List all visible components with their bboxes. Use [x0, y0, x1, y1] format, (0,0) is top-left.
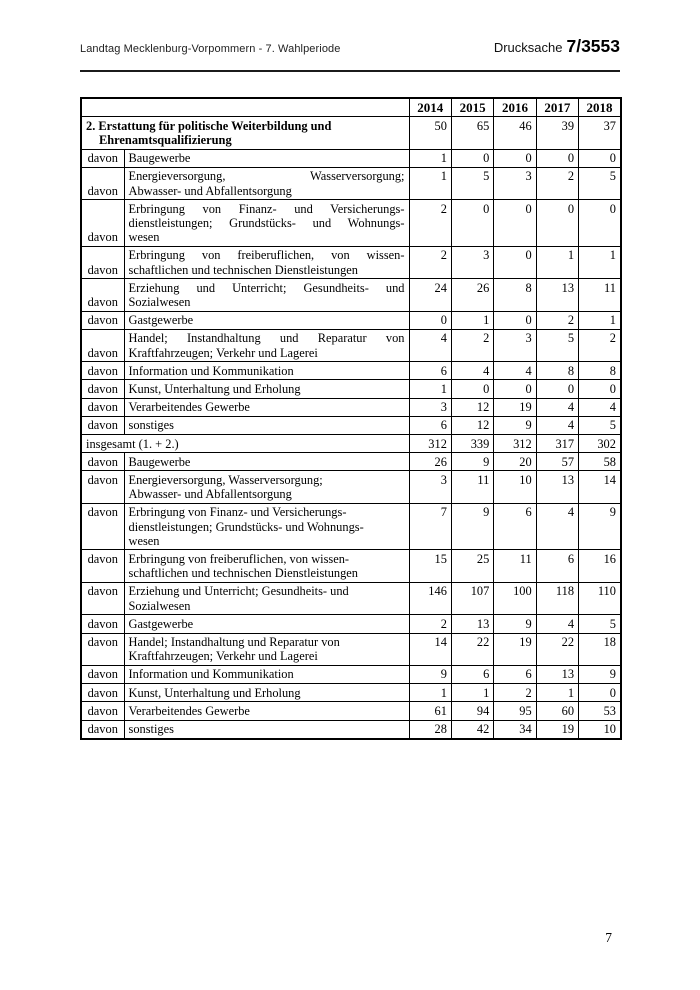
value-cell: 53 — [579, 702, 621, 720]
value-cell: 1 — [579, 311, 621, 329]
category-cell — [81, 117, 409, 149]
category-line: Baugewerbe — [128, 151, 191, 166]
value-cell: 8 — [536, 362, 578, 380]
value-cell: 4 — [536, 416, 578, 434]
year-column-header: 2015 — [451, 98, 493, 117]
value-cell: 5 — [579, 615, 621, 633]
value-cell: 0 — [451, 380, 493, 398]
category-line: insgesamt (1. + 2.) — [86, 436, 179, 451]
value-cell: 1 — [409, 149, 451, 167]
table-header-row — [81, 98, 621, 117]
category-cell — [81, 435, 409, 453]
davon-label-cell: davon — [81, 453, 124, 471]
value-cell: 24 — [409, 279, 451, 311]
value-cell: 2 — [409, 246, 451, 278]
value-cell: 8 — [579, 362, 621, 380]
davon-label-cell: davon — [81, 246, 124, 278]
value-cell: 312 — [494, 435, 536, 453]
value-cell: 25 — [451, 550, 493, 582]
value-cell: 1 — [409, 380, 451, 398]
category-cell — [124, 329, 409, 361]
category-line: Gastgewerbe — [128, 313, 194, 328]
category-cell — [124, 702, 409, 720]
value-cell: 1 — [451, 684, 493, 702]
value-cell: 58 — [579, 453, 621, 471]
davon-label-cell: davon — [81, 149, 124, 167]
category-line: dienstleistungen; Grundstücks- und Wohnungs- — [128, 519, 364, 534]
davon-label-cell: davon — [81, 398, 124, 416]
value-cell: 5 — [579, 416, 621, 434]
value-cell: 28 — [409, 720, 451, 739]
davon-label-cell: davon — [81, 471, 124, 503]
value-cell: 4 — [536, 503, 578, 550]
category-cell — [124, 246, 409, 278]
davon-label-cell: davon — [81, 550, 124, 582]
value-cell: 6 — [409, 362, 451, 380]
value-cell: 312 — [409, 435, 451, 453]
category-line: Abwasser- und Abfallentsorgung — [128, 183, 292, 198]
category-line: Kraftfahrzeugen; Verkehr und Lagerei — [128, 345, 318, 360]
value-cell: 6 — [494, 665, 536, 683]
category-line: Ehrenamtsqualifizierung — [99, 132, 232, 147]
davon-label-cell: davon — [81, 582, 124, 614]
value-cell: 8 — [494, 279, 536, 311]
value-cell: 3 — [409, 471, 451, 503]
value-cell: 95 — [494, 702, 536, 720]
category-line: Baugewerbe — [128, 454, 191, 469]
value-cell: 0 — [494, 380, 536, 398]
table-head — [81, 98, 621, 117]
table-row-davon — [81, 416, 621, 434]
value-cell: 9 — [579, 665, 621, 683]
category-cell — [124, 167, 409, 199]
value-cell: 146 — [409, 582, 451, 614]
value-cell: 3 — [494, 167, 536, 199]
category-cell — [124, 633, 409, 665]
category-line: 2. Erstattung für politische Weiterbildung und — [86, 118, 332, 133]
category-cell — [124, 615, 409, 633]
table-row-davon — [81, 665, 621, 683]
category-line: Energieversorgung, Wasserversorgung; — [128, 472, 323, 487]
davon-label-cell: davon — [81, 665, 124, 683]
value-cell: 9 — [451, 503, 493, 550]
value-cell: 9 — [409, 665, 451, 683]
table-row-davon — [81, 702, 621, 720]
value-cell: 3 — [451, 246, 493, 278]
table-row-davon — [81, 149, 621, 167]
value-cell: 5 — [451, 167, 493, 199]
value-cell: 94 — [451, 702, 493, 720]
table-row-davon — [81, 720, 621, 739]
davon-label-cell: davon — [81, 615, 124, 633]
category-line: Handel; Instandhaltung und Reparatur von — [128, 331, 405, 346]
value-cell: 0 — [579, 149, 621, 167]
value-cell: 6 — [536, 550, 578, 582]
value-cell: 2 — [579, 329, 621, 361]
table-row-davon — [81, 471, 621, 503]
category-line: schaftlichen und technischen Dienstleistungen — [128, 566, 359, 581]
value-cell: 39 — [536, 117, 578, 149]
value-cell: 0 — [494, 149, 536, 167]
value-cell: 2 — [409, 615, 451, 633]
value-cell: 6 — [494, 503, 536, 550]
year-column-header: 2014 — [409, 98, 451, 117]
category-line: dienstleistungen; Grundstücks- und Wohnungs- — [128, 215, 405, 230]
value-cell: 4 — [451, 362, 493, 380]
value-cell: 18 — [579, 633, 621, 665]
table-row-davon — [81, 329, 621, 361]
value-cell: 11 — [494, 550, 536, 582]
value-cell: 10 — [494, 471, 536, 503]
category-line: Handel; Instandhaltung und Reparatur von — [128, 635, 340, 649]
table-row-davon — [81, 582, 621, 614]
year-column-header: 2016 — [494, 98, 536, 117]
value-cell: 46 — [494, 117, 536, 149]
value-cell: 15 — [409, 550, 451, 582]
document-header — [80, 36, 620, 72]
category-cell — [124, 416, 409, 434]
category-cell — [124, 453, 409, 471]
value-cell: 22 — [536, 633, 578, 665]
value-cell: 26 — [451, 279, 493, 311]
category-cell — [124, 582, 409, 614]
category-line: Kraftfahrzeugen; Verkehr und Lagerei — [128, 649, 318, 664]
value-cell: 1 — [536, 246, 578, 278]
table-row-davon — [81, 311, 621, 329]
value-cell: 60 — [536, 702, 578, 720]
category-cell — [124, 362, 409, 380]
value-cell: 19 — [494, 398, 536, 416]
category-cell — [124, 471, 409, 503]
year-column-header: 2017 — [536, 98, 578, 117]
value-cell: 37 — [579, 117, 621, 149]
davon-label-cell: davon — [81, 416, 124, 434]
table-row-davon — [81, 684, 621, 702]
value-cell: 9 — [579, 503, 621, 550]
table-row-summary — [81, 435, 621, 453]
year-column-header: 2018 — [579, 98, 621, 117]
davon-label-cell: davon — [81, 380, 124, 398]
category-cell — [124, 200, 409, 247]
value-cell: 6 — [409, 416, 451, 434]
value-cell: 2 — [451, 329, 493, 361]
davon-label-cell: davon — [81, 329, 124, 361]
value-cell: 1 — [409, 684, 451, 702]
value-cell: 0 — [409, 311, 451, 329]
value-cell: 0 — [451, 149, 493, 167]
value-cell: 9 — [451, 453, 493, 471]
category-cell — [124, 311, 409, 329]
davon-label-cell: davon — [81, 503, 124, 550]
value-cell: 19 — [536, 720, 578, 739]
value-cell: 2 — [536, 167, 578, 199]
category-cell — [124, 665, 409, 683]
davon-label-cell: davon — [81, 684, 124, 702]
category-line: Abwasser- und Abfallentsorgung — [128, 487, 292, 502]
category-line: Kunst, Unterhaltung und Erholung — [128, 685, 301, 700]
value-cell: 0 — [579, 380, 621, 398]
value-cell: 11 — [451, 471, 493, 503]
table-row-davon — [81, 398, 621, 416]
value-cell: 4 — [409, 329, 451, 361]
header-right — [494, 36, 620, 57]
value-cell: 5 — [536, 329, 578, 361]
value-cell: 0 — [451, 200, 493, 247]
value-cell: 14 — [579, 471, 621, 503]
value-cell: 1 — [409, 167, 451, 199]
value-cell: 339 — [451, 435, 493, 453]
category-line: Erbringung von freiberuflichen, von wissen- — [128, 248, 405, 263]
category-line: Erbringung von Finanz- und Versicherungs- — [128, 505, 347, 520]
value-cell: 50 — [409, 117, 451, 149]
value-cell: 3 — [494, 329, 536, 361]
table-row-davon — [81, 550, 621, 582]
value-cell: 13 — [451, 615, 493, 633]
category-line: Verarbeitendes Gewerbe — [128, 400, 250, 415]
category-line: Gastgewerbe — [128, 616, 194, 631]
value-cell: 4 — [579, 398, 621, 416]
category-line: Sozialwesen — [128, 598, 191, 613]
value-cell: 5 — [579, 167, 621, 199]
value-cell: 9 — [494, 416, 536, 434]
value-cell: 10 — [579, 720, 621, 739]
value-cell: 317 — [536, 435, 578, 453]
category-line: wesen — [128, 533, 160, 548]
davon-label-cell: davon — [81, 720, 124, 739]
value-cell: 3 — [409, 398, 451, 416]
value-cell: 0 — [579, 200, 621, 247]
value-cell: 2 — [409, 200, 451, 247]
table-body — [81, 117, 621, 739]
value-cell: 13 — [536, 471, 578, 503]
value-cell: 0 — [536, 380, 578, 398]
value-cell: 13 — [536, 279, 578, 311]
value-cell: 1 — [451, 311, 493, 329]
value-cell: 65 — [451, 117, 493, 149]
value-cell: 107 — [451, 582, 493, 614]
drucksache-label: Drucksache — [493, 40, 563, 55]
value-cell: 6 — [451, 665, 493, 683]
category-cell — [124, 720, 409, 739]
davon-label-cell: davon — [81, 311, 124, 329]
category-line: Information und Kommunikation — [128, 363, 294, 378]
category-cell — [124, 149, 409, 167]
value-cell: 0 — [494, 200, 536, 247]
value-cell: 2 — [494, 684, 536, 702]
category-cell — [124, 503, 409, 550]
category-line: Kunst, Unterhaltung und Erholung — [128, 381, 301, 396]
table-row-davon — [81, 453, 621, 471]
table-row-davon — [81, 615, 621, 633]
value-cell: 2 — [536, 311, 578, 329]
category-line: Erziehung und Unterricht; Gesundheits- und — [128, 280, 405, 295]
category-line: sonstiges — [128, 418, 174, 433]
value-cell: 302 — [579, 435, 621, 453]
value-cell: 0 — [494, 246, 536, 278]
davon-label-cell: davon — [81, 200, 124, 247]
value-cell: 0 — [536, 149, 578, 167]
category-cell — [124, 279, 409, 311]
value-cell: 19 — [494, 633, 536, 665]
category-cell — [124, 684, 409, 702]
table-row-davon — [81, 380, 621, 398]
category-cell — [124, 398, 409, 416]
category-line: Sozialwesen — [128, 294, 191, 309]
value-cell: 22 — [451, 633, 493, 665]
value-cell: 0 — [494, 311, 536, 329]
category-line: sonstiges — [128, 722, 174, 737]
value-cell: 4 — [536, 615, 578, 633]
value-cell: 4 — [494, 362, 536, 380]
category-line: wesen — [128, 230, 160, 245]
value-cell: 0 — [579, 684, 621, 702]
value-cell: 13 — [536, 665, 578, 683]
drucksache-number: 7/3553 — [566, 36, 620, 56]
table-row-davon — [81, 362, 621, 380]
table-row-davon — [81, 246, 621, 278]
value-cell: 4 — [536, 398, 578, 416]
value-cell: 16 — [579, 550, 621, 582]
value-cell: 57 — [536, 453, 578, 471]
value-cell: 110 — [579, 582, 621, 614]
value-cell: 42 — [451, 720, 493, 739]
category-line: schaftlichen und technischen Dienstleistungen — [128, 262, 359, 277]
category-line: Erziehung und Unterricht; Gesundheits- und — [128, 584, 349, 599]
value-cell: 61 — [409, 702, 451, 720]
table-row-davon — [81, 167, 621, 199]
value-cell: 20 — [494, 453, 536, 471]
table-row-davon — [81, 279, 621, 311]
value-cell: 34 — [494, 720, 536, 739]
value-cell: 12 — [451, 416, 493, 434]
corner-cell — [81, 98, 409, 117]
category-line: Erbringung von freiberuflichen, von wissen- — [128, 551, 350, 566]
category-cell — [124, 380, 409, 398]
value-cell: 9 — [494, 615, 536, 633]
davon-label-cell: davon — [81, 362, 124, 380]
page-number: 7 — [605, 930, 612, 945]
table-row-davon — [81, 200, 621, 247]
davon-label-cell: davon — [81, 633, 124, 665]
table-row-davon — [81, 633, 621, 665]
value-cell: 0 — [536, 200, 578, 247]
value-cell: 1 — [579, 246, 621, 278]
category-line: Energieversorgung, Wasserversorgung; — [128, 169, 405, 184]
value-cell: 12 — [451, 398, 493, 416]
davon-label-cell: davon — [81, 702, 124, 720]
value-cell: 1 — [536, 684, 578, 702]
category-line: Information und Kommunikation — [128, 667, 294, 682]
category-line: Verarbeitendes Gewerbe — [128, 703, 250, 718]
statistics-table — [80, 97, 622, 740]
davon-label-cell: davon — [81, 167, 124, 199]
value-cell: 26 — [409, 453, 451, 471]
category-line: Erbringung von Finanz- und Versicherungs- — [128, 201, 405, 216]
value-cell: 11 — [579, 279, 621, 311]
category-cell — [124, 550, 409, 582]
davon-label-cell: davon — [81, 279, 124, 311]
table-row-summary — [81, 117, 621, 149]
header-left-text: Landtag Mecklenburg-Vorpommern - 7. Wahlperiode — [80, 43, 341, 55]
value-cell: 7 — [409, 503, 451, 550]
table-row-davon — [81, 503, 621, 550]
value-cell: 118 — [536, 582, 578, 614]
value-cell: 14 — [409, 633, 451, 665]
value-cell: 100 — [494, 582, 536, 614]
